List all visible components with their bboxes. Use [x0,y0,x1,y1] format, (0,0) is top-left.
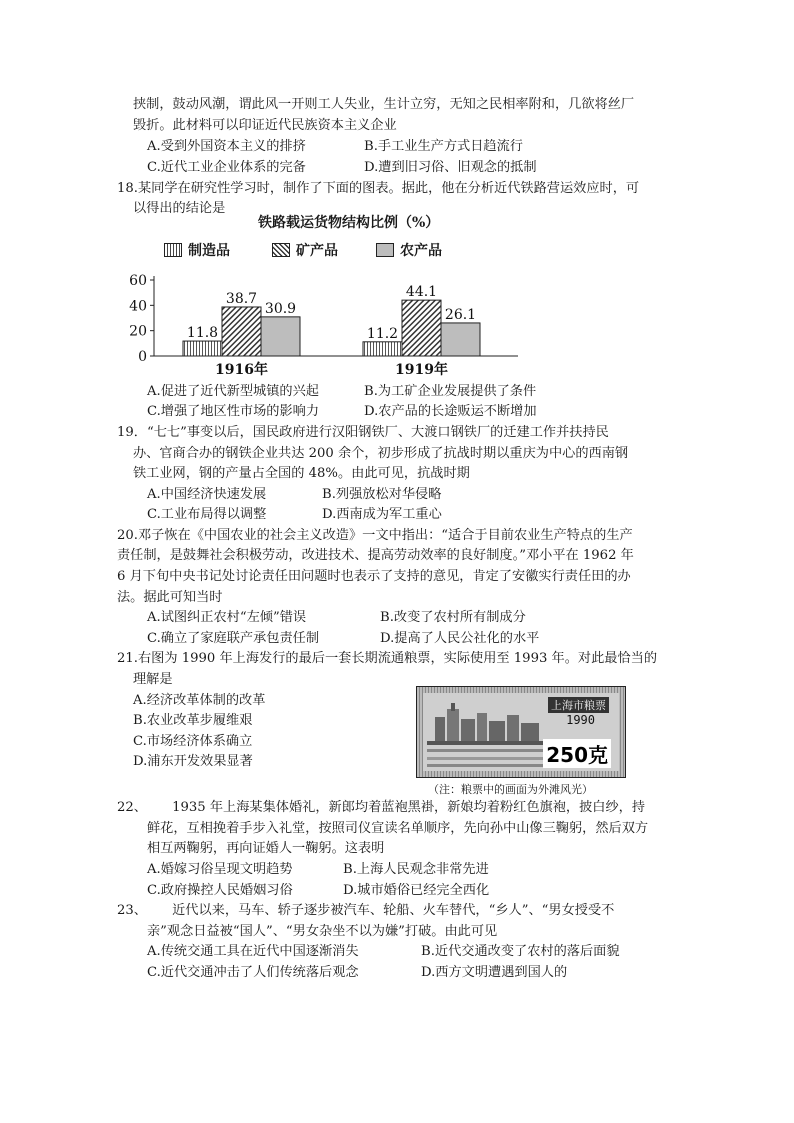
q21-option-a: A.经济改革体制的改革 [133,693,266,708]
q20-stem-line-1: 20.邓子恢在《中国农业的社会主义改造》一文中指出：“适合于目前农业生产特点的生产 [117,528,633,543]
q18-stem-line-2: 以得出的结论是 [133,201,226,216]
legend-swatch-manufactured [164,243,182,257]
bar-data-label: 11.2 [366,325,399,342]
chart-legend [164,240,454,262]
q21-stem-line-1: 21.右图为 1990 年上海发行的最后一套长期流通粮票，实际使用至 1993 年。对此最恰当的 [117,651,658,666]
q17-stem-line-2: 毁折。此材料可以印证近代民族资本主义企业 [133,118,397,133]
q22-option-b: B.上海人民观念非常先进 [343,862,489,877]
q23-option-b: B.近代交通改变了农村的落后面貌 [421,944,620,959]
q18-stem-line-1: 18.某同学在研究性学习时，制作了下面的图表。据此，他在分析近代铁路营运效应时，可 [117,181,640,196]
q20-stem-line-2: 责任制，是鼓舞社会积极劳动，改进技术、提高劳动效率的良好制度。”邓小平在 1962 年 [117,548,634,563]
q18-option-c: C.增强了地区性市场的影响力 [147,404,320,419]
chart-title: 铁路载运货物结构比例（%） [258,215,440,231]
coupon-year: 1990 [566,713,595,727]
q22-option-a: A.婚嫁习俗呈现文明趋势 [147,862,293,877]
y-tick-label: 20 [129,323,147,340]
legend-label-minerals: 矿产品 [296,243,338,259]
q20-option-c: C.确立了家庭联产承包责任制 [147,631,320,646]
q19-option-c: C.工业布局得以调整 [147,507,267,522]
coupon-value: 250克 [543,739,611,768]
x-category-label: 1916年 [215,362,268,378]
x-category-label: 1919年 [395,362,448,378]
q17-option-a: A.受到外国资本主义的排挤 [147,139,306,154]
ration-coupon-image [416,686,626,778]
legend-swatch-agricultural [376,243,394,257]
q21-option-d: D.浦东开发效果显著 [133,754,253,769]
legend-label-agricultural: 农产品 [400,243,442,259]
coupon-city-label: 上海市粮票 [548,697,609,713]
y-tick-label: 40 [129,298,147,315]
q21-option-c: C.市场经济体系确立 [133,734,253,749]
bar-data-label: 26.1 [444,306,477,323]
q21-option-b: B.农业改革步履维艰 [133,713,253,728]
legend-item-agricultural [376,240,442,260]
q21-stem-line-2: 理解是 [133,672,173,687]
bar [183,341,222,356]
q20-option-d: D.提高了人民公社化的水平 [380,631,540,646]
bar-chart [110,268,530,388]
q18-option-b: B.为工矿企业发展提供了条件 [364,384,537,399]
q23-option-c: C.近代交通冲击了人们传统落后观念 [147,965,359,980]
bar [363,342,402,356]
q22-option-c: C.政府操控人民婚姻习俗 [147,883,293,898]
q23-stem-line-2: 亲”观念日益被“国人”、“男女杂坐不以为嫌”打破。由此可见 [147,924,498,939]
q20-stem-line-3: 6 月下旬中央书记处讨论责任田问题时也表示了支持的意见，肯定了安徽实行责任田的办 [117,569,631,584]
q23-option-a: A.传统交通工具在近代中国逐渐消失 [147,944,359,959]
bar-data-label: 30.9 [264,300,297,317]
legend-label-manufactured: 制造品 [188,243,230,259]
q22-stem-line-1: 22、 1935 年上海某集体婚礼，新郎均着蓝袍黑褂，新娘均着粉红色旗袍，披白纱，持 [117,800,646,815]
q22-stem-line-2: 鲜花，互相挽着手步入礼堂，按照司仪宣读名单顺序，先向孙中山像三鞠躬，然后双方 [147,821,649,836]
q17-stem-line-1: 挟制，鼓动风潮，谓此风一开则工人失业，生计立穷，无知之民相率附和，几欲将丝厂 [133,97,635,112]
q17-option-d: D.遭到旧习俗、旧观念的抵制 [364,160,537,175]
y-tick-label: 60 [129,273,147,289]
q20-stem-line-4: 法。据此可知当时 [117,590,223,605]
bund-scene-illustration [427,697,547,771]
q18-option-a: A.促进了近代新型城镇的兴起 [147,384,319,399]
bar [261,317,300,356]
q17-option-c: C.近代工业企业体系的完备 [147,160,306,175]
legend-swatch-minerals [272,243,290,257]
bar-data-label: 38.7 [225,290,258,307]
q22-stem-line-3: 相互两鞠躬，再向证婚人一鞠躬。这表明 [147,841,385,856]
q19-stem-line-1: 19．“七七”事变以后，国民政府进行汉阳钢铁厂、大渡口钢铁厂的迁建工作并扶持民 [117,425,609,440]
legend-item-manufactured [164,240,230,260]
legend-item-minerals [272,240,338,260]
y-tick-label: 0 [138,349,147,365]
ration-coupon-inner [423,693,619,771]
q19-option-d: D.西南成为军工重心 [322,507,442,522]
q23-option-d: D.西方文明遭遇到国人的 [421,965,568,980]
q20-option-a: A.试图纠正农村“左倾”错误 [147,610,307,625]
q22-option-d: D.城市婚俗已经完全西化 [343,883,490,898]
q19-option-b: B.列强放松对华侵略 [322,487,442,502]
q20-option-b: B.改变了农村所有制成分 [380,610,526,625]
q17-option-b: B.手工业生产方式日趋流行 [364,139,523,154]
q18-option-d: D.农产品的长途贩运不断增加 [364,404,537,419]
bar [441,323,480,356]
bar-data-label: 44.1 [405,284,438,301]
q19-stem-line-3: 铁工业网，钢的产量占全国的 48%。由此可见，抗战时期 [133,466,470,481]
coupon-note: （注：粮票中的画面为外滩风光） [428,783,593,796]
q19-stem-line-2: 办、官商合办的钢铁企业共达 200 余个，初步形成了抗战时期以重庆为中心的西南钢 [133,446,629,461]
q19-option-a: A.中国经济快速发展 [147,487,267,502]
bar [222,307,261,356]
bar [402,300,441,356]
q23-stem-line-1: 23、 近代以来，马车、轿子逐步被汽车、轮船、火车替代，“乡人”、“男女授受不 [117,903,615,918]
bar-data-label: 11.8 [186,325,219,342]
